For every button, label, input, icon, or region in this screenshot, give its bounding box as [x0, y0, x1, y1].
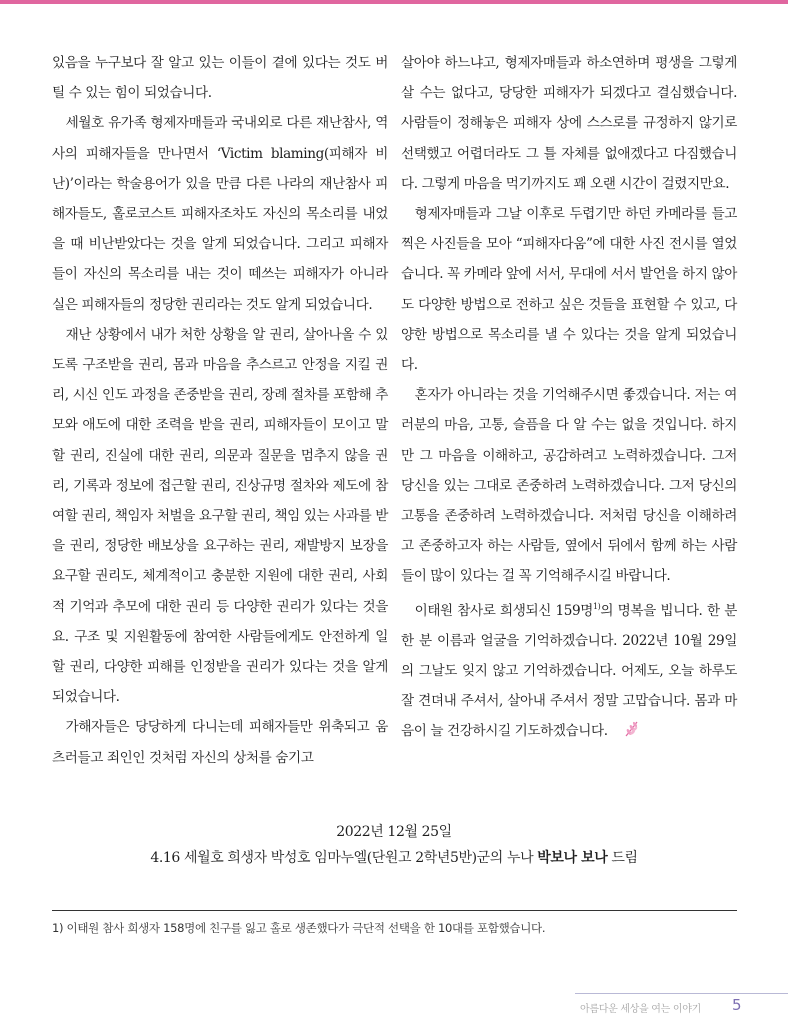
closing-text: 의 명복을 빕니다. 한 분 한 분 이름과 얼굴을 기억하겠습니다. 2022년 10월 29일의 그날도 잊지 않고 기억하겠습니다. 어제도, 오늘 하루도 잘 견뎌내 주셔서, 살아내 주셔서 정말 고맙습니다. 몸과 마음이 늘 건강하시길 기도하겠습니다. — [401, 602, 737, 740]
right-column — [401, 48, 737, 750]
footnote-divider — [52, 910, 737, 911]
paragraph: 살아야 하느냐고, 형제자매들과 하소연하며 평생을 그렇게 살 수는 없다고, 당당한 피해자가 되겠다고 결심했습니다. 사람들이 정해놓은 피해자 상에 스스로를 규정하지 않기로 선택했고 어렵더라도 그 틀 자체를 없애겠다고 다짐했습니다. 그렇게 마음을 먹기까지도 꽤 오랜 시간이 걸렸지만요. — [401, 55, 737, 192]
footnote: 1) 이태원 참사 희생자 158명에 친구를 잃고 홀로 생존했다가 극단적 선택을 한 10대를 포함했습니다. — [52, 921, 546, 935]
signature-prefix: 4.16 세월호 희생자 박성호 임마누엘(단원고 2학년5반)군의 누나 — [150, 850, 538, 866]
page-number: 5 — [732, 996, 742, 1014]
footer-divider — [575, 993, 788, 994]
footnote-reference: 1) — [592, 601, 601, 611]
left-column — [52, 48, 388, 773]
paragraph: 형제자매들과 그날 이후로 두렵기만 하던 카메라를 들고 찍은 사진들을 모아 “피해자다움”에 대한 사진 전시를 열었습니다. 꼭 카메라 앞에 서서, 무대에 서서 발언을 하지 않아도 다양한 방법으로 전하고 싶은 것들을 표현할 수 있고, 다양한 방법으로 목소리를 낼 수 있다는 것을 알게 되었습니다. — [401, 206, 737, 374]
flower-icon — [610, 719, 640, 749]
footer-title: 아름다운 세상을 여는 이야기 — [580, 1004, 701, 1015]
closing-text: 이태원 참사로 희생되신 159명 — [414, 602, 593, 619]
paragraph: 재난 상황에서 내가 처한 상황을 알 권리, 살아나올 수 있도록 구조받을 권리, 몸과 마음을 추스르고 안정을 지킬 권리, 시신 인도 과정을 존중받을 권리, 장례 절차를 포함해 추모와 애도에 대한 조력을 받을 권리, 피해자들이 모이고 말할 권리, 진실에 대한 권리, 의문과 질문을 멈추지 않을 권리, 기록과 정보에 접근할 권리, 진상규명 절차와 제도에 참여할 권리, 책임자 처벌을 요구할 권리, 책임 있는 사과를 받을 권리, 정당한 배보상을 요구하는 권리, 재발방지 보장을 요구할 권리도, 체계적이고 충분한 지원에 대한 권리, 사회적 기억과 추모에 대한 권리 등 다양한 권리가 있다는 것을요. 구조 및 지원활동에 참여한 사람들에게도 안전하게 일할 권리, 다양한 피해를 인정받을 권리가 있다는 것을 알게 되었습니다. — [52, 326, 388, 706]
paragraph: 가해자들은 당당하게 다니는데 피해자들만 위축되고 움츠러들고 죄인인 것처럼 자신의 상처를 숨기고 — [52, 719, 388, 766]
closing-paragraph — [401, 592, 737, 750]
signature-line — [0, 844, 788, 872]
paragraph: 있음을 누구보다 잘 알고 있는 이들이 곁에 있다는 것도 버틸 수 있는 힘이 되었습니다. — [52, 55, 388, 102]
paragraph: 세월호 유가족 형제자매들과 국내외로 다른 재난참사, 역사의 피해자들을 만나면서 ‘Victim blaming(피해자 비난)’이라는 학술용어가 있을 만큼 다른 나라의 재난참사 피해자들도, 홀로코스트 피해자조차도 자신의 목소리를 내었을 때 비난받았다는 것을 알게 되었습니다. 그리고 피해자들이 자신의 목소리를 내는 것이 떼쓰는 피해자가 아니라 실은 피해자들의 정당한 권리라는 것도 알게 되었습니다. — [52, 115, 388, 313]
top-accent-rule — [0, 0, 788, 4]
paragraph: 혼자가 아니라는 것을 기억해주시면 좋겠습니다. 저는 여러분의 마음, 고통, 슬픔을 다 알 수는 없을 것입니다. 하지만 그 마음을 이해하고, 공감하려고 노력하겠습니다. 그저 당신을 있는 그대로 존중하려 노력하겠습니다. 그저 당신의 고통을 존중하려 노력하겠습니다. 저처럼 당신을 이해하려고 존중하고자 하는 사람들, 옆에서 뒤에서 함께 하는 사람들이 많이 있다는 걸 꼭 기억해주시길 바랍니다. — [401, 387, 737, 585]
signature-date: 2022년 12월 25일 — [336, 824, 452, 840]
author-name: 박보나 보나 — [537, 850, 608, 866]
signature-suffix: 드림 — [607, 850, 638, 866]
